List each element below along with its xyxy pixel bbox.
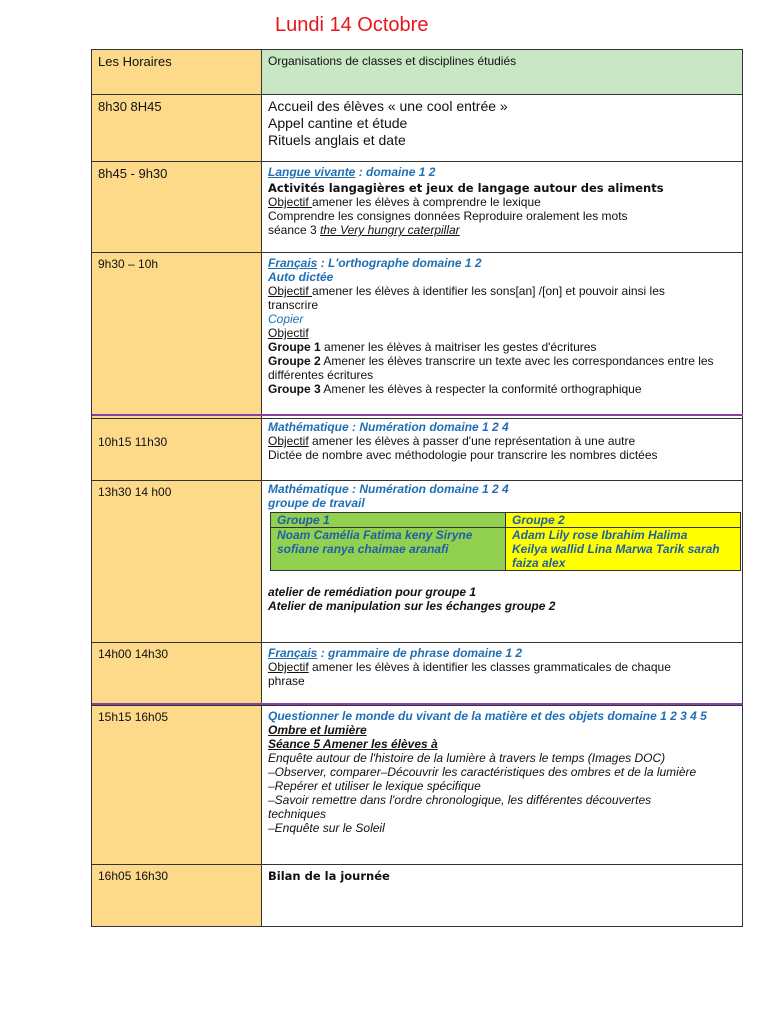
time-label: 8h45 - 9h30	[98, 166, 168, 181]
time-label: 8h30 8H45	[98, 99, 162, 114]
text-line: Appel cantine et étude	[268, 115, 408, 131]
time-label: 9h30 – 10h	[98, 257, 159, 271]
table-row	[92, 706, 743, 865]
text-line: Accueil des élèves « une cool entrée »	[268, 98, 508, 114]
table-row	[92, 50, 743, 95]
divider-line	[92, 703, 743, 705]
text-line: –Savoir remettre dans l'ordre chronologique, les différentes découvertes techniques	[268, 793, 652, 821]
table-row	[92, 419, 743, 481]
objective-line: Objectif	[268, 326, 309, 340]
table-row	[92, 481, 743, 643]
workshop-line: Atelier de manipulation sur les échanges groupe 2	[268, 599, 556, 613]
time-cell	[92, 706, 262, 865]
time-cell	[92, 643, 262, 706]
group-line: Groupe 2 Amener les élèves transcrire un texte avec les correspondances entre les différentes écritures	[268, 354, 714, 382]
text-line: séance 3 the Very hungry caterpillar	[268, 223, 460, 237]
groups-table	[270, 512, 741, 571]
time-cell	[92, 865, 262, 927]
summary-line: Bilan de la journée	[268, 869, 390, 883]
group2-members: Adam Lily rose Ibrahim Halima Keilya wallid Lina Marwa Tarik sarah faiza alex	[506, 528, 741, 571]
table-row	[92, 253, 743, 419]
content-cell	[262, 865, 743, 927]
text-line: –Enquête sur le Soleil	[268, 821, 385, 835]
subject-subtitle: groupe de travail	[268, 496, 365, 510]
page-title: Lundi 14 Octobre	[275, 14, 429, 36]
subject-title: Français : grammaire de phrase domaine 1 2	[268, 646, 523, 660]
time-label: 13h30 14 h00	[98, 485, 172, 499]
time-cell	[92, 95, 262, 162]
subject-title: Questionner le monde du vivant de la matière et des objets domaine 1 2 3 4 5	[268, 709, 707, 723]
objective-line: Objectif amener les élèves à passer d'une représentation à une autre	[268, 434, 636, 448]
group-line: Groupe 3 Amener les élèves à respecter la conformité orthographique	[268, 382, 642, 396]
divider-line	[92, 414, 743, 416]
table-row	[92, 643, 743, 706]
activity-title: Activités langagières et jeux de langage autour des aliments	[268, 181, 664, 195]
table-row	[92, 162, 743, 253]
time-header-label: Les Horaires	[98, 54, 172, 69]
group2-header: Groupe 2	[506, 513, 741, 528]
text-line: Enquête autour de l'histoire de la lumière à travers le temps (Images DOC)	[268, 751, 666, 765]
content-cell	[262, 706, 743, 865]
table-row	[92, 865, 743, 927]
text-line: Comprendre les consignes données Reproduire oralement les mots	[268, 209, 628, 223]
content-header-label: Organisations de classes et disciplines étudiés	[268, 54, 517, 68]
time-cell	[92, 162, 262, 253]
objective-line: Objectif amener les élèves à identifier les classes grammaticales de chaque phrase	[268, 660, 671, 688]
text-line: Copier	[268, 312, 304, 326]
time-header	[92, 50, 262, 95]
subject-title: Mathématique : Numération domaine 1 2 4	[268, 420, 509, 434]
time-cell	[92, 253, 262, 419]
content-cell	[262, 481, 743, 643]
content-cell	[262, 643, 743, 706]
subject-title: Mathématique : Numération domaine 1 2 4	[268, 482, 509, 496]
session-subtitle: Séance 5 Amener les élèves à	[268, 737, 438, 751]
content-cell	[262, 419, 743, 481]
schedule-table	[91, 49, 743, 927]
subject-subtitle: Auto dictée	[268, 270, 334, 284]
time-cell	[92, 419, 262, 481]
workshop-line: atelier de remédiation pour groupe 1	[268, 585, 477, 599]
time-label: 15h15 16h05	[98, 710, 169, 724]
objective-line: Objectif amener les élèves à identifier les sons[an] /[on] et pouvoir ainsi les transcrire	[268, 284, 665, 312]
session-title: Ombre et lumière	[268, 723, 367, 737]
table-row	[92, 95, 743, 162]
group1-members: Noam Camélia Fatima keny Siryne sofiane ranya chaimae aranafi	[271, 528, 506, 571]
subject-title: Français : L'orthographe domaine 1 2	[268, 256, 482, 270]
group-line: Groupe 1 amener les élèves à maitriser les gestes d'écritures	[268, 340, 597, 354]
time-cell	[92, 481, 262, 643]
text-line: –Observer, comparer–Découvrir les caractéristiques des ombres et de la lumière	[268, 765, 697, 779]
content-cell	[262, 162, 743, 253]
content-cell	[262, 95, 743, 162]
group1-header: Groupe 1	[271, 513, 506, 528]
content-header	[262, 50, 743, 95]
time-label: 10h15 11h30	[98, 435, 168, 449]
objective-line: Objectif amener les élèves à comprendre le lexique	[268, 195, 541, 209]
time-label: 14h00 14h30	[98, 647, 169, 661]
text-line: Rituels anglais et date	[268, 132, 406, 148]
time-label: 16h05 16h30	[98, 869, 169, 883]
text-line: –Repérer et utiliser le lexique spécifique	[268, 779, 481, 793]
subject-title: Langue vivante : domaine 1 2	[268, 165, 436, 179]
content-cell	[262, 253, 743, 419]
text-line: Dictée de nombre avec méthodologie pour transcrire les nombres dictées	[268, 448, 658, 462]
